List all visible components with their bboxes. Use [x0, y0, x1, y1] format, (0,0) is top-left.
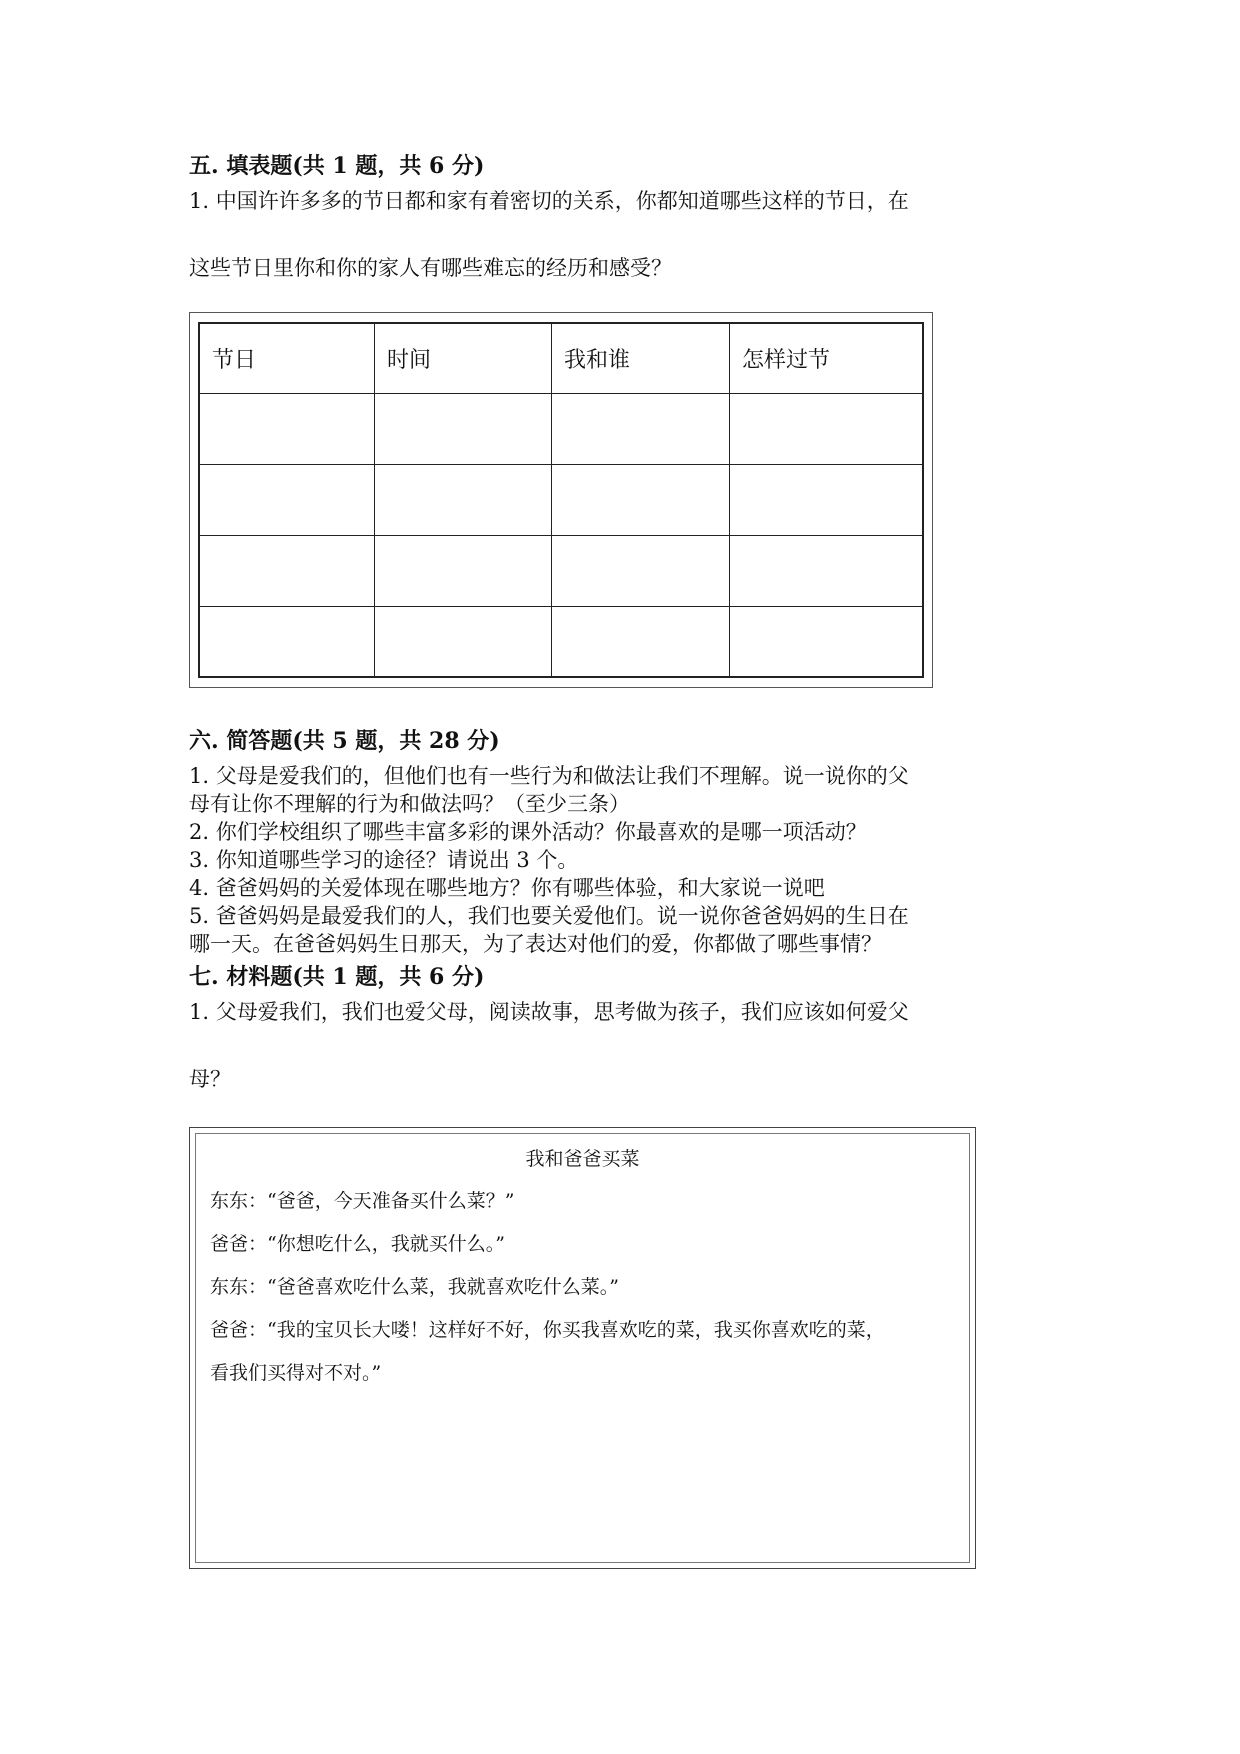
table-cell[interactable] — [375, 606, 552, 677]
story-line-3: 东东：“爸爸喜欢吃什么菜，我就喜欢吃什么菜。” — [210, 1276, 619, 1298]
table-cell[interactable] — [199, 535, 375, 606]
section-7-heading: 七. 材料题(共 1 题，共 6 分) — [189, 964, 485, 990]
header-with-whom: 我和谁 — [552, 323, 730, 393]
story-box — [189, 1127, 976, 1569]
header-festival: 节日 — [199, 323, 375, 393]
table-row — [199, 393, 923, 464]
table-cell[interactable] — [730, 606, 924, 677]
section-6-line-6: 5. 爸爸妈妈是最爱我们的人，我们也要关爱他们。说一说你爸爸妈妈的生日在 — [189, 904, 909, 928]
section-5-heading: 五. 填表题(共 1 题，共 6 分) — [189, 153, 485, 179]
table-cell[interactable] — [375, 464, 552, 535]
table-header-row — [199, 323, 923, 393]
section-7-question-1-line-2: 母？ — [189, 1067, 231, 1091]
section-6-line-2: 母有让你不理解的行为和做法吗？（至少三条） — [189, 792, 630, 816]
table-cell[interactable] — [730, 464, 924, 535]
header-time: 时间 — [375, 323, 552, 393]
table-cell[interactable] — [375, 393, 552, 464]
table-cell[interactable] — [552, 606, 730, 677]
table-cell[interactable] — [199, 464, 375, 535]
table-row — [199, 464, 923, 535]
section-5-question-1-line-1: 1. 中国许许多多的节日都和家有着密切的关系，你都知道哪些这样的节日，在 — [189, 189, 909, 213]
section-6-heading: 六. 简答题(共 5 题，共 28 分) — [189, 728, 500, 754]
table-cell[interactable] — [730, 535, 924, 606]
header-how-to-celebrate: 怎样过节 — [730, 323, 924, 393]
table-cell[interactable] — [375, 535, 552, 606]
table-row — [199, 535, 923, 606]
story-title: 我和爸爸买菜 — [525, 1148, 640, 1170]
table-row — [199, 606, 923, 677]
section-6-line-5: 4. 爸爸妈妈的关爱体现在哪些地方？你有哪些体验，和大家说一说吧 — [189, 876, 825, 900]
section-6-line-1: 1. 父母是爱我们的，但他们也有一些行为和做法让我们不理解。说一说你的父 — [189, 764, 909, 788]
story-line-5: 看我们买得对不对。” — [210, 1362, 382, 1384]
story-line-4: 爸爸：“我的宝贝长大喽！这样好不好，你买我喜欢吃的菜，我买你喜欢吃的菜， — [210, 1319, 885, 1341]
table-cell[interactable] — [552, 535, 730, 606]
story-line-1: 东东：“爸爸，今天准备买什么菜？” — [210, 1190, 515, 1212]
section-7-question-1-line-1: 1. 父母爱我们，我们也爱父母，阅读故事，思考做为孩子，我们应该如何爱父 — [189, 1000, 909, 1024]
section-6-line-4: 3. 你知道哪些学习的途径？请说出 3 个。 — [189, 848, 579, 872]
section-6-line-3: 2. 你们学校组织了哪些丰富多彩的课外活动？你最喜欢的是哪一项活动？ — [189, 820, 867, 844]
table-cell[interactable] — [199, 606, 375, 677]
story-line-2: 爸爸：“你想吃什么，我就买什么。” — [210, 1233, 505, 1255]
section-5-question-1-line-2: 这些节日里你和你的家人有哪些难忘的经历和感受？ — [189, 256, 672, 280]
table-cell[interactable] — [552, 393, 730, 464]
section-6-line-7: 哪一天。在爸爸妈妈生日那天，为了表达对他们的爱，你都做了哪些事情？ — [189, 932, 882, 956]
festival-table-frame — [189, 312, 933, 688]
story-box-inner — [195, 1133, 970, 1563]
festival-table — [198, 322, 924, 678]
table-cell[interactable] — [199, 393, 375, 464]
table-cell[interactable] — [730, 393, 924, 464]
table-cell[interactable] — [552, 464, 730, 535]
